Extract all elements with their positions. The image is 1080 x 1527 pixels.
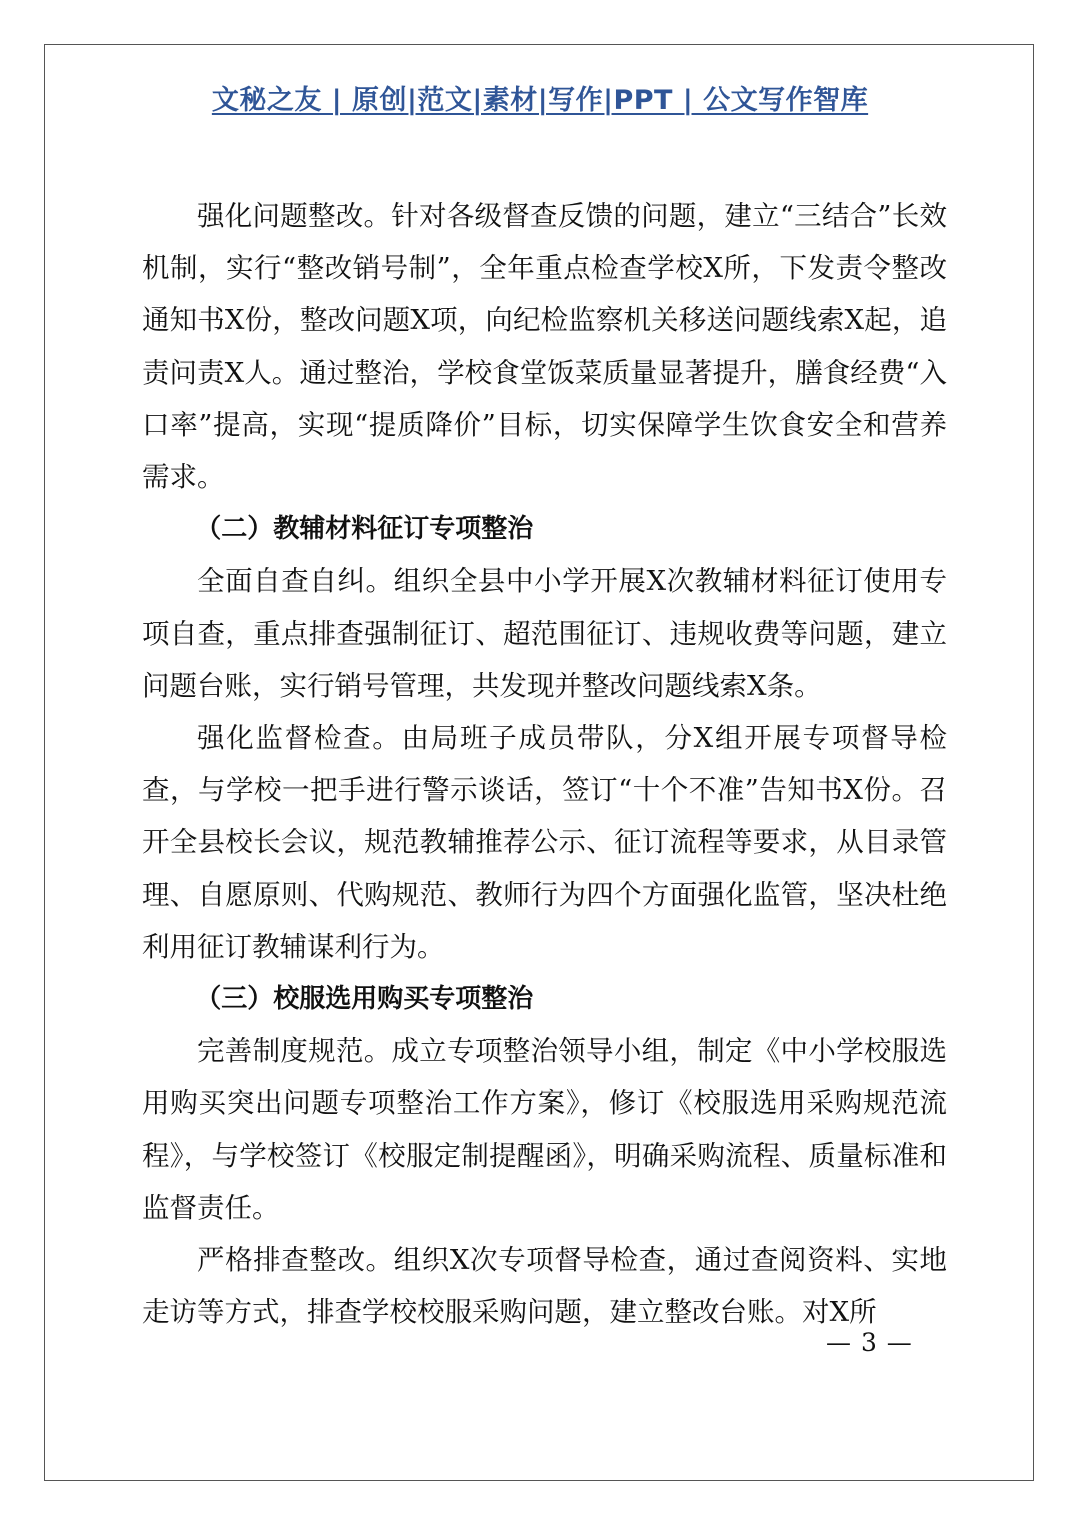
section-heading-teaching-materials: （二）教辅材料征订专项整治 bbox=[195, 514, 534, 545]
paragraph-strict-inspection: 严格排查整改。组织X次专项督导检查，通过查阅资料、实地走访等方式，排查学校校服采购问题，建立整改台账。对X所 bbox=[142, 1244, 947, 1329]
paragraph-self-inspection: 全面自查自纠。组织全县中小学开展X次教辅材料征订使用专项自查，重点排查强制征订、超范围征订、违规收费等问题，建立问题台账，实行销号管理，共发现并整改问题线索X条。 bbox=[142, 565, 947, 702]
section-heading-school-uniform: （三）校服选用购买专项整治 bbox=[195, 984, 534, 1015]
document-body bbox=[142, 190, 947, 1338]
page-number: — 3 — bbox=[826, 1328, 913, 1357]
paragraph-supervision-inspection: 强化监督检查。由局班子成员带队，分X组开展专项督导检查，与学校一把手进行警示谈话，签订“十个不准”告知书X份。召开全县校长会议，规范教辅推荐公示、征订流程等要求，从目录管理、自愿原则、代购规范、教师行为四个方面强化监管，坚决杜绝利用征订教辅谋利行为。 bbox=[142, 722, 947, 963]
paragraph-problem-rectification: 强化问题整改。针对各级督查反馈的问题，建立“三结合”长效机制，实行“整改销号制”，全年重点检查学校X所，下发责令整改通知书X份，整改问题X项，向纪检监察机关移送问题线索X起，追责问责X人。通过整治，学校食堂饭菜质量显著提升，膳食经费“入口率”提高，实现“提质降价”目标，切实保障学生饮食安全和营养需求。 bbox=[142, 200, 947, 494]
paragraph-system-standards: 完善制度规范。成立专项整治领导小组，制定《中小学校服选用购买突出问题专项整治工作方案》，修订《校服选用采购规范流程》，与学校签订《校服定制提醒函》，明确采购流程、质量标准和监督责任。 bbox=[142, 1035, 947, 1224]
header-banner[interactable]: 文秘之友 | 原创|范文|素材|写作|PPT | 公文写作智库 bbox=[211, 85, 869, 116]
